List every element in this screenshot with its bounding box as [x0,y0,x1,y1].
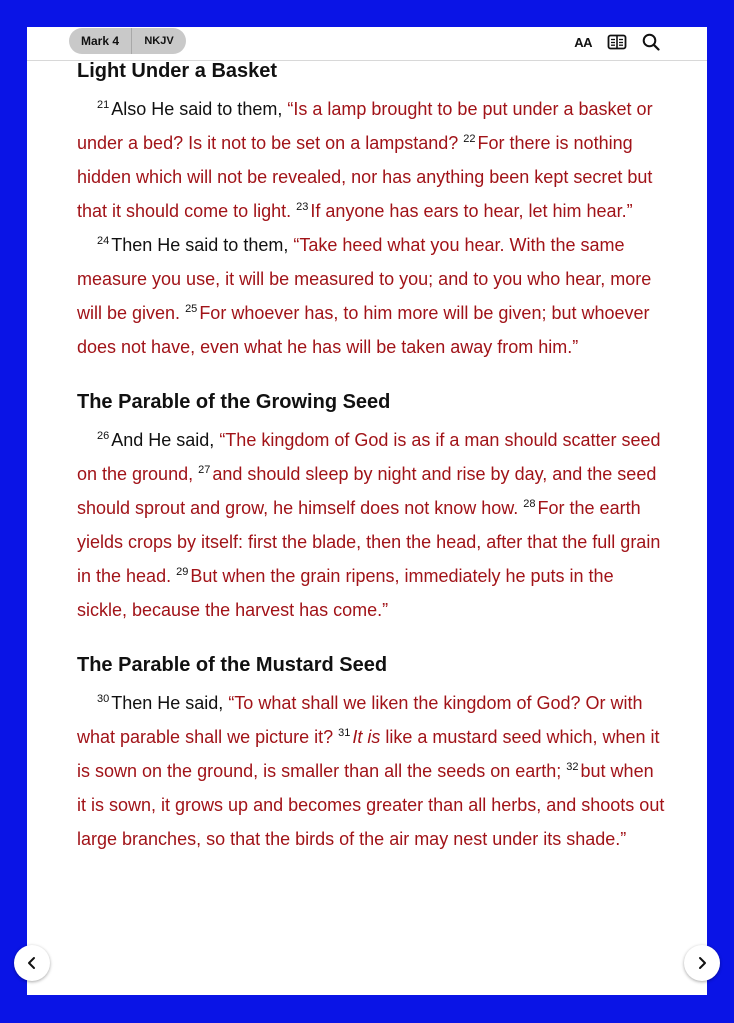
section-heading: The Parable of the Growing Seed [77,391,391,413]
verse-paragraph [77,686,667,856]
verse-number[interactable]: 26 [97,430,110,442]
words-of-christ: For there is nothing hidden which will not be revealed, nor has anything been kept secret but that it should come to light. [77,133,653,221]
verse-number[interactable]: 22 [463,133,476,145]
version-button[interactable]: NKJV [144,35,174,47]
words-of-christ: If anyone has ears to hear, let him hear.” [310,201,633,221]
verse-number[interactable]: 24 [97,235,110,247]
chapter-text [77,57,667,856]
book-open-icon[interactable] [607,32,627,52]
narrative-text: And He said, [111,430,220,450]
next-chapter-button[interactable] [684,945,720,981]
verse-number[interactable]: 29 [176,566,189,578]
words-of-christ: But when the grain ripens, immediately he puts in the sickle, because the harvest has come.” [77,566,614,620]
words-of-christ: “To what shall we liken the kingdom of God? Or with what parable shall we picture it? [77,693,643,747]
narrative-text: Then He said, [111,693,229,713]
words-of-christ: “Take heed what you hear. With the same measure you use, it will be measured to you; and to you who hear, more will be given. [77,235,652,323]
words-of-christ: “The kingdom of God is as if a man should scatter seed on the ground, [77,430,661,484]
words-of-christ: and should sleep by night and rise by day, and the seed should sprout and grow, he himself does not know how. [77,464,657,518]
verse-paragraph [77,228,667,364]
verse-number[interactable]: 21 [97,99,110,111]
words-of-christ: “Is a lamp brought to be put under a basket or under a bed? Is it not to be set on a lampstand? [77,99,653,153]
verse-paragraph [77,92,667,228]
section-spacer [77,627,667,651]
verse-number[interactable]: 28 [523,498,536,510]
section-heading: Light Under a Basket [77,60,278,82]
chevron-left-icon [25,956,39,970]
previous-chapter-button[interactable] [14,945,50,981]
verse-number[interactable]: 27 [198,464,211,476]
search-icon[interactable] [642,32,660,52]
verse-paragraph [77,423,667,627]
words-of-christ: like a mustard seed which, when it is sown on the ground, is smaller than all the seeds on earth; [77,727,660,781]
reader-page [27,27,707,995]
chapter-version-selector [69,28,186,54]
toolbar-actions [574,32,660,52]
chevron-right-icon [695,956,709,970]
words-of-christ: but when it is sown, it grows up and becomes greater than all herbs, and shoots out large branches, so that the birds of the air may nest under its shade.” [77,761,665,849]
section-heading: The Parable of the Mustard Seed [77,654,388,676]
verse-number[interactable]: 25 [185,303,198,315]
words-of-christ: For the earth yields crops by itself: first the blade, then the head, after that the full grain in the head. [77,498,661,586]
narrative-text: Also He said to them, [111,99,288,119]
verse-number[interactable]: 23 [296,201,309,213]
words-of-christ-italic: It is [352,727,381,747]
font-size-icon[interactable]: AA [574,34,592,50]
words-of-christ: For whoever has, to him more will be given; but whoever does not have, even what he has will be taken away from him.” [77,303,650,357]
book-chapter-button[interactable]: Mark 4 [69,28,132,54]
narrative-text: Then He said to them, [111,235,294,255]
verse-number[interactable]: 32 [566,761,579,773]
top-toolbar [27,27,707,61]
section-spacer [77,364,667,388]
verse-number[interactable]: 30 [97,693,110,705]
verse-number[interactable]: 31 [338,727,351,739]
